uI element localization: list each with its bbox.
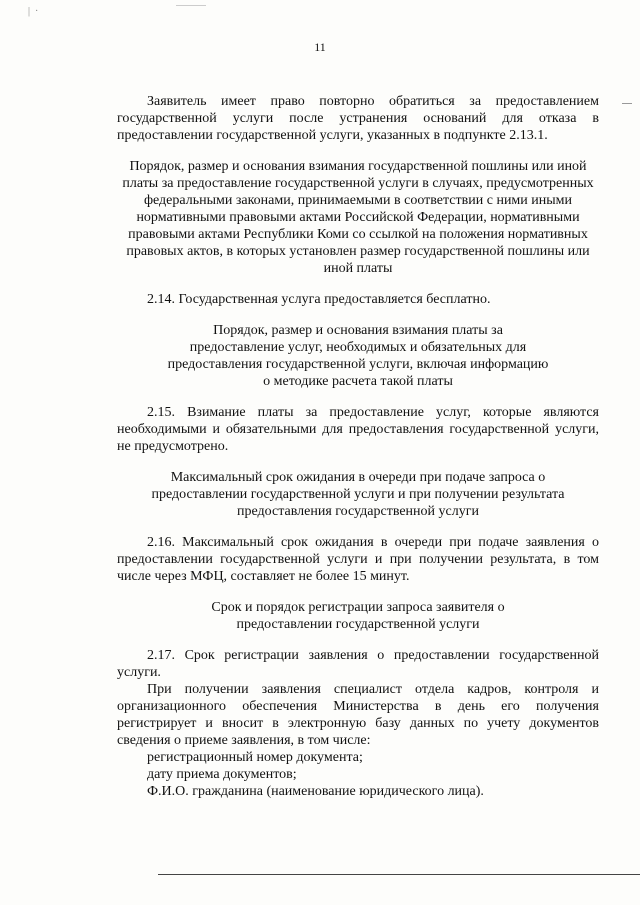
list-item-date: дату приема документов; — [147, 767, 297, 782]
paragraph-2-15: 2.15. Взимание платы за предоставление услуг, которые являются необходимыми и обязательными для предоставления государственной услуги, не предусмотрено. — [117, 405, 599, 454]
page-number: 11 — [314, 40, 326, 54]
heading-state-fee: Порядок, размер и основания взимания государственной пошлины или иной платы за предоставление государственной услуги в случаях, предусмотренных федеральными законами, принимаемыми в соответствии с ними иными нормативными правовыми актами Российской Федерации, нормативными правовыми актами Республики Коми со ссылкой на положения нормативных правовых актов, в которых установлен размер государственной пошлины или иной платы — [122, 159, 594, 276]
paragraph-2-16: 2.16. Максимальный срок ожидания в очереди при подаче заявления о предоставлении государственной услуги и при получении результата, в том числе через МФЦ, составляет не более 15 минут. — [117, 535, 599, 584]
scan-artifact-bottom-line — [158, 874, 640, 875]
paragraph-reapply: Заявитель имеет право повторно обратиться за предоставлением государственной услуги после устранения оснований для отказа в предоставлении государственной услуги, указанных в подпункте 2.13.1. — [117, 94, 599, 143]
heading-queue-time: Максимальный срок ожидания в очереди при подаче запроса о предоставлении государственной услуги и при получении результата предоставления государственной услуги — [151, 470, 565, 519]
scan-artifact: | · — [28, 6, 39, 17]
paragraph-2-17: 2.17. Срок регистрации заявления о предоставлении государственной услуги. — [117, 648, 599, 680]
document-body — [117, 93, 599, 800]
paragraph-registration-details: При получении заявления специалист отдела кадров, контроля и организационного обеспечения Министерства в день его получения регистрирует и вносит в электронную базу данных по учету документов сведения о приеме заявления, в том числе: — [117, 682, 599, 748]
list-item-name: Ф.И.О. гражданина (наименование юридического лица). — [147, 784, 484, 799]
paragraph-2-14: 2.14. Государственная услуга предоставляется бесплатно. — [147, 292, 491, 307]
heading-service-fee: Порядок, размер и основания взимания платы за предоставление услуг, необходимых и обязательных для предоставления государственной услуги, включая информацию о методике расчета такой платы — [167, 323, 549, 389]
scan-artifact-line — [176, 5, 206, 6]
heading-registration: Срок и порядок регистрации запроса заявителя о предоставлении государственной услуги — [211, 600, 505, 632]
scan-artifact-mark — [622, 103, 632, 104]
list-item-reg-number: регистрационный номер документа; — [147, 750, 363, 765]
